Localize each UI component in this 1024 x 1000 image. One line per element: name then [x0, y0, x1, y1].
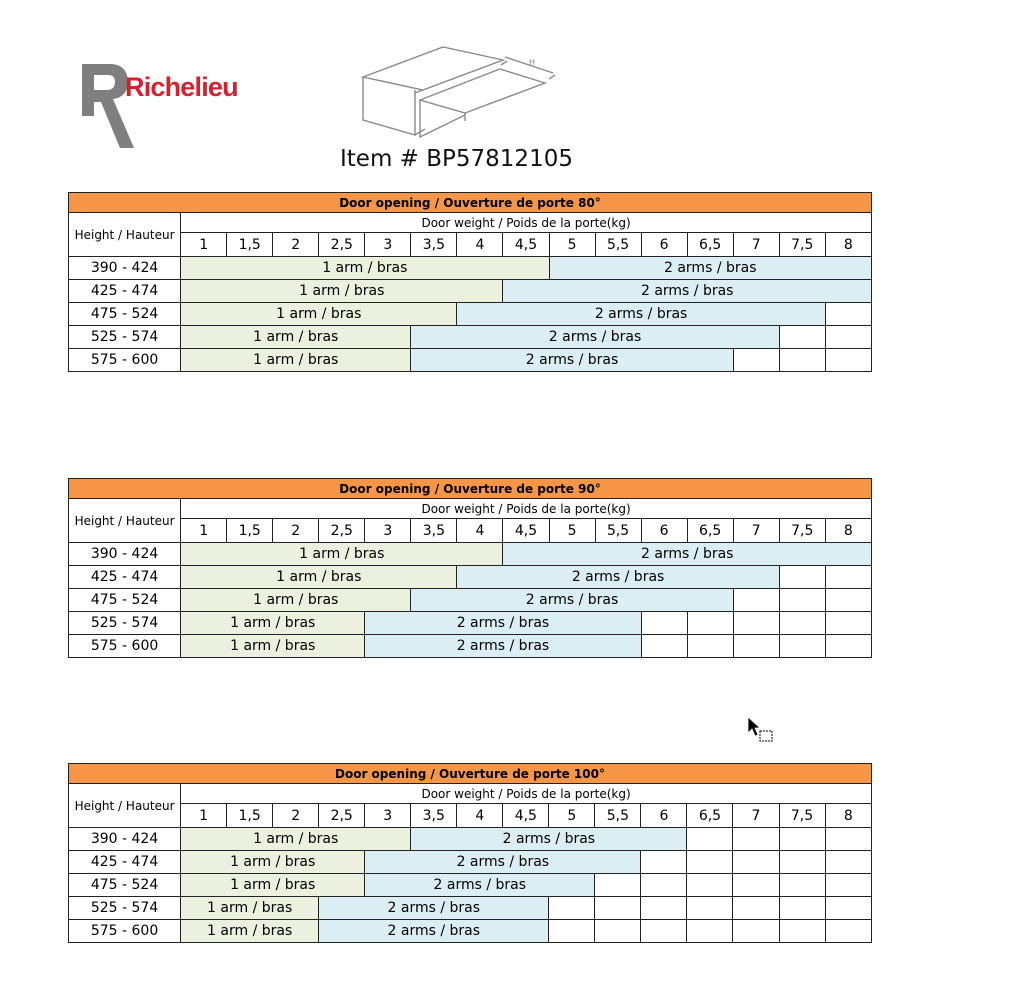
empty-cell: [825, 303, 871, 326]
one-arm-cell: 1 arm / bras: [181, 851, 365, 874]
empty-cell: [641, 851, 687, 874]
table-row: [69, 589, 872, 612]
title-row: [69, 193, 872, 213]
one-arm-cell: 1 arm / bras: [181, 566, 457, 589]
empty-cell: [825, 326, 871, 349]
weight-column-header: 1: [181, 804, 227, 828]
height-range: 525 - 574: [69, 326, 181, 349]
weight-column-header: 5: [549, 804, 595, 828]
weight-column-header: 3,5: [411, 233, 457, 257]
richelieu-logo: [80, 62, 270, 152]
height-range: 425 - 474: [69, 566, 181, 589]
empty-cell: [733, 612, 779, 635]
height-range: 575 - 600: [69, 920, 181, 943]
table-row: [69, 349, 872, 372]
height-range: 525 - 574: [69, 897, 181, 920]
table-row: [69, 326, 872, 349]
empty-cell: [641, 920, 687, 943]
one-arm-cell: 1 arm / bras: [181, 326, 411, 349]
two-arms-cell: 2 arms / bras: [503, 280, 872, 303]
two-arms-cell: 2 arms / bras: [365, 612, 641, 635]
empty-cell: [733, 635, 779, 658]
height-column-header: Height / Hauteur: [69, 213, 181, 257]
table-row: [69, 612, 872, 635]
one-arm-cell: 1 arm / bras: [181, 543, 503, 566]
empty-cell: [825, 349, 871, 372]
height-range: 390 - 424: [69, 828, 181, 851]
weight-header-row: [69, 213, 872, 233]
table-row: [69, 874, 872, 897]
table-row: [69, 257, 872, 280]
door-weight-header: Door weight / Poids de la porte(kg): [181, 784, 872, 804]
two-arms-cell: 2 arms / bras: [411, 326, 779, 349]
two-arms-cell: 2 arms / bras: [365, 635, 641, 658]
two-arms-cell: 2 arms / bras: [319, 920, 549, 943]
weight-column-header: 4: [457, 233, 503, 257]
height-range: 525 - 574: [69, 612, 181, 635]
mouse-cursor-icon: [746, 716, 776, 746]
empty-cell: [825, 566, 871, 589]
one-arm-cell: 1 arm / bras: [181, 635, 365, 658]
one-arm-cell: 1 arm / bras: [181, 589, 411, 612]
table-title: Door opening / Ouverture de porte 100°: [69, 764, 872, 784]
empty-cell: [779, 589, 825, 612]
weight-column-header: 6,5: [687, 233, 733, 257]
empty-cell: [825, 920, 871, 943]
empty-cell: [549, 897, 595, 920]
weight-column-header: 5,5: [595, 519, 641, 543]
weight-column-header: 1: [181, 519, 227, 543]
weight-header-row: [69, 499, 872, 519]
height-range: 475 - 524: [69, 303, 181, 326]
weight-column-header: 4,5: [503, 233, 549, 257]
height-range: 390 - 424: [69, 257, 181, 280]
empty-cell: [641, 897, 687, 920]
weight-column-header: 7,5: [779, 233, 825, 257]
two-arms-cell: 2 arms / bras: [319, 897, 549, 920]
weight-column-header: 4: [457, 804, 503, 828]
table-row: [69, 303, 872, 326]
product-drawing-icon: [355, 45, 570, 145]
table-title: Door opening / Ouverture de porte 80°: [69, 193, 872, 213]
weight-column-header: 5,5: [595, 233, 641, 257]
table-row: [69, 851, 872, 874]
one-arm-cell: 1 arm / bras: [181, 828, 411, 851]
weight-column-header: 6,5: [687, 519, 733, 543]
empty-cell: [779, 566, 825, 589]
empty-cell: [779, 349, 825, 372]
table-title: Door opening / Ouverture de porte 90°: [69, 479, 872, 499]
empty-cell: [779, 851, 825, 874]
title-row: [69, 764, 872, 784]
table-row: [69, 543, 872, 566]
weight-column-header: 2,5: [319, 233, 365, 257]
weight-column-header: 8: [825, 233, 871, 257]
height-column-header: Height / Hauteur: [69, 784, 181, 828]
height-column-header: Height / Hauteur: [69, 499, 181, 543]
table-row: [69, 566, 872, 589]
weight-column-header: 7,5: [779, 519, 825, 543]
one-arm-cell: 1 arm / bras: [181, 874, 365, 897]
empty-cell: [595, 874, 641, 897]
opening-100-table: [68, 763, 872, 943]
weight-column-header: 4: [457, 519, 503, 543]
weight-column-header: 1: [181, 233, 227, 257]
weight-column-header: 6,5: [687, 804, 733, 828]
empty-cell: [687, 874, 733, 897]
empty-cell: [733, 897, 779, 920]
title-row: [69, 479, 872, 499]
door-weight-header: Door weight / Poids de la porte(kg): [181, 499, 872, 519]
one-arm-cell: 1 arm / bras: [181, 303, 457, 326]
empty-cell: [687, 828, 733, 851]
weight-column-header: 5: [549, 233, 595, 257]
weight-column-header: 3,5: [411, 519, 457, 543]
door-weight-header: Door weight / Poids de la porte(kg): [181, 213, 872, 233]
weight-column-header: 2: [273, 519, 319, 543]
weight-column-header: 3,5: [411, 804, 457, 828]
weight-column-header: 2,5: [319, 804, 365, 828]
empty-cell: [733, 874, 779, 897]
empty-cell: [779, 828, 825, 851]
empty-cell: [733, 828, 779, 851]
weight-column-header: 8: [825, 519, 871, 543]
empty-cell: [733, 851, 779, 874]
weight-column-header: 7,5: [779, 804, 825, 828]
empty-cell: [641, 635, 687, 658]
empty-cell: [687, 851, 733, 874]
weight-values-row: [69, 519, 872, 543]
table-row: [69, 635, 872, 658]
weight-column-header: 5: [549, 519, 595, 543]
weight-header-row: [69, 784, 872, 804]
opening-90-table: [68, 478, 872, 658]
table-row: [69, 280, 872, 303]
two-arms-cell: 2 arms / bras: [549, 257, 872, 280]
empty-cell: [595, 920, 641, 943]
weight-column-header: 2: [273, 233, 319, 257]
opening-80-table: [68, 192, 872, 372]
one-arm-cell: 1 arm / bras: [181, 280, 503, 303]
two-arms-cell: 2 arms / bras: [457, 566, 779, 589]
weight-values-row: [69, 233, 872, 257]
one-arm-cell: 1 arm / bras: [181, 897, 319, 920]
weight-column-header: 1,5: [227, 804, 273, 828]
one-arm-cell: 1 arm / bras: [181, 920, 319, 943]
weight-column-header: 8: [825, 804, 871, 828]
empty-cell: [641, 874, 687, 897]
empty-cell: [687, 897, 733, 920]
two-arms-cell: 2 arms / bras: [411, 589, 733, 612]
height-range: 475 - 524: [69, 589, 181, 612]
weight-column-header: 3: [365, 233, 411, 257]
weight-column-header: 4,5: [503, 519, 549, 543]
weight-column-header: 5,5: [595, 804, 641, 828]
one-arm-cell: 1 arm / bras: [181, 349, 411, 372]
height-range: 425 - 474: [69, 280, 181, 303]
one-arm-cell: 1 arm / bras: [181, 257, 549, 280]
weight-column-header: 7: [733, 519, 779, 543]
empty-cell: [687, 635, 733, 658]
empty-cell: [825, 635, 871, 658]
height-range: 575 - 600: [69, 635, 181, 658]
empty-cell: [779, 874, 825, 897]
empty-cell: [825, 612, 871, 635]
height-range: 425 - 474: [69, 851, 181, 874]
weight-column-header: 1,5: [227, 233, 273, 257]
empty-cell: [733, 349, 779, 372]
empty-cell: [733, 920, 779, 943]
weight-column-header: 3: [365, 804, 411, 828]
weight-column-header: 6: [641, 804, 687, 828]
empty-cell: [825, 589, 871, 612]
two-arms-cell: 2 arms / bras: [365, 851, 641, 874]
empty-cell: [825, 828, 871, 851]
empty-cell: [549, 920, 595, 943]
two-arms-cell: 2 arms / bras: [411, 828, 687, 851]
weight-column-header: 3: [365, 519, 411, 543]
brand-name: Richelieu: [125, 72, 238, 102]
empty-cell: [733, 589, 779, 612]
empty-cell: [687, 920, 733, 943]
empty-cell: [779, 920, 825, 943]
empty-cell: [779, 612, 825, 635]
weight-values-row: [69, 804, 872, 828]
weight-column-header: 1,5: [227, 519, 273, 543]
empty-cell: [779, 326, 825, 349]
height-range: 575 - 600: [69, 349, 181, 372]
height-range: 390 - 424: [69, 543, 181, 566]
one-arm-cell: 1 arm / bras: [181, 612, 365, 635]
empty-cell: [825, 897, 871, 920]
weight-column-header: 7: [733, 804, 779, 828]
table-row: [69, 828, 872, 851]
empty-cell: [595, 897, 641, 920]
empty-cell: [641, 612, 687, 635]
two-arms-cell: 2 arms / bras: [411, 349, 733, 372]
svg-text:H: H: [529, 58, 536, 67]
two-arms-cell: 2 arms / bras: [457, 303, 825, 326]
weight-column-header: 7: [733, 233, 779, 257]
weight-column-header: 4,5: [503, 804, 549, 828]
weight-column-header: 6: [641, 519, 687, 543]
weight-column-header: 6: [641, 233, 687, 257]
table-row: [69, 920, 872, 943]
weight-column-header: 2,5: [319, 519, 365, 543]
empty-cell: [825, 874, 871, 897]
empty-cell: [825, 851, 871, 874]
weight-column-header: 2: [273, 804, 319, 828]
table-row: [69, 897, 872, 920]
empty-cell: [687, 612, 733, 635]
item-number: Item # BP57812105: [340, 146, 573, 172]
two-arms-cell: 2 arms / bras: [365, 874, 595, 897]
empty-cell: [779, 897, 825, 920]
height-range: 475 - 524: [69, 874, 181, 897]
empty-cell: [779, 635, 825, 658]
two-arms-cell: 2 arms / bras: [503, 543, 872, 566]
